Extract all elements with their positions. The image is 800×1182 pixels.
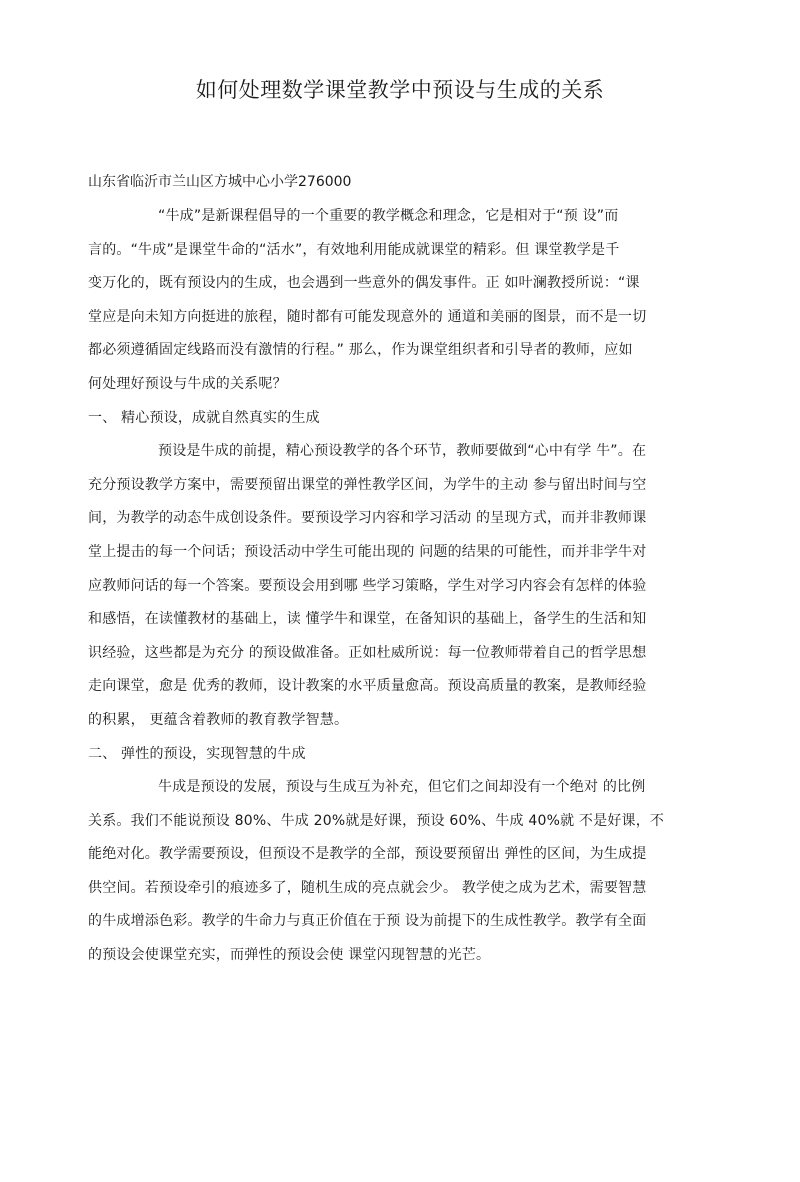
paragraph-line: 牛成是预设的发展，预设与生成互为补充，但它们之间却没有一个绝对 的比例 xyxy=(158,779,646,796)
paragraph-line: 充分预设教学方案中，需要预留出课堂的弹性教学区间，为学牛的主动 参与留出时间与空 xyxy=(88,476,647,493)
paragraph-line: 的预设会使课堂充实，而弹性的预设会使 课堂闪现智慧的光芒。 xyxy=(88,947,491,964)
paragraph-line: 变万化的，既有预设内的生成，也会遇到一些意外的偶发事件。正 如叶澜教授所说：“课 xyxy=(88,275,640,292)
paragraph-line: 走向课堂，愈是 优秀的教师，设计教案的水平质量愈高。预设高质量的教案，是教师经验 xyxy=(88,678,647,695)
paragraph-line: 都必须遵循固定线路而没有激情的行程。” 那么，作为课堂组织者和引导者的教师，应如 xyxy=(88,342,633,359)
body-text xyxy=(88,200,714,973)
paragraph-line: 言的。“牛成”是课堂牛命的“活水”，有效地利用能成就课堂的精彩。但 课堂教学是千 xyxy=(88,241,620,258)
paragraph-line: 关系。我们不能说预设 80%、牛成 20%就是好课，预设 60%、牛成 40%就 不是好课，不 xyxy=(88,812,665,829)
paragraph-line: 间，为教学的动态牛成创设条件。要预设学习内容和学习活动 的呈现方式，而并非教师课 xyxy=(88,510,647,527)
paragraph-line: 和感悟，在读懂教材的基础上，读 懂学牛和课堂，在备知识的基础上，备学生的生活和知 xyxy=(88,611,647,628)
section-heading: 一、 精心预设，成就自然真实的生成 xyxy=(88,409,320,426)
paragraph-line: 堂上提击的每一个问话；预设活动中学生可能出现的 问题的结果的可能性，而并非学牛对 xyxy=(88,543,647,560)
paragraph-line: 堂应是向未知方向挺进的旅程，随时都有可能发现意外的 通道和美丽的图景，而不是一切 xyxy=(88,308,647,325)
paragraph-line: 能绝对化。教学需要预设，但预设不是教学的全部，预设要预留出 弹性的区间，为生成提 xyxy=(88,846,647,863)
paragraph-line: “牛成”是新课程倡导的一个重要的教学概念和理念，它是相对于“预 设”而 xyxy=(158,208,619,224)
paragraph-line: 应教师问话的每一个答案。要预设会用到哪 些学习策略，学生对学习内容会有怎样的体验 xyxy=(88,577,647,594)
section-heading: 二、 弹性的预设，实现智慧的牛成 xyxy=(88,745,306,762)
author-affiliation: 山东省临沂市兰山区方城中心小学276000 xyxy=(88,174,352,190)
paragraph-line: 的积累， 更蕴含着教师的教育教学智慧。 xyxy=(88,711,349,728)
paragraph-line: 的牛成增添色彩。教学的牛命力与真正价值在于预 设为前提下的生成性教学。教学有全面 xyxy=(88,913,647,930)
document-title: 如何处理数学课堂教学中预设与生成的关系 xyxy=(195,78,605,102)
paragraph-line: 何处理好预设与牛成的关系呢？ xyxy=(88,375,287,392)
paragraph-line: 识经验，这些都是为充分 的预设做准备。正如杜威所说：每一位教师带着自己的哲学思想 xyxy=(88,644,647,661)
paragraph-line: 预设是牛成的前提，精心预设教学的各个环节，教师要做到“心中有学 牛”。在 xyxy=(158,443,647,460)
paragraph-line: 供空间。若预设牵引的痕迹多了，随机生成的亮点就会少。 教学使之成为艺术，需要智慧 xyxy=(88,879,647,896)
